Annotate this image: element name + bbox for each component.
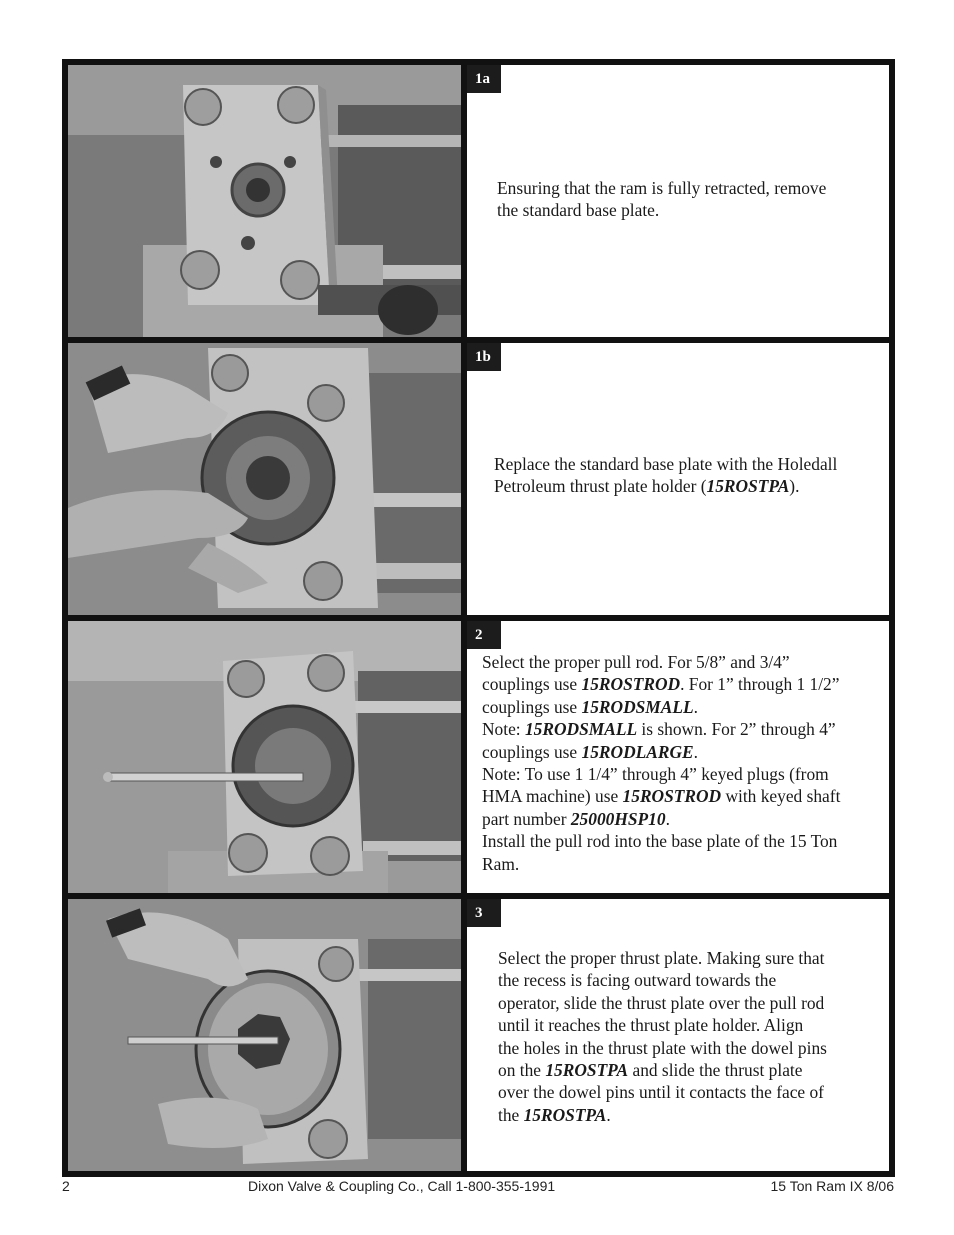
step-instructions <box>498 947 827 1126</box>
step-1b-text-panel <box>467 343 889 615</box>
thrust-plate-install-photo <box>68 899 461 1171</box>
instruction-line: Select the proper pull rod. For 5/8” and 3/4” <box>482 652 790 672</box>
instruction-line: Select the proper thrust plate. Making sure that <box>498 948 825 968</box>
instruction-line: the standard base plate. <box>497 200 660 221</box>
instruction-line: Petroleum thrust plate holder (15ROSTPA). <box>494 476 800 497</box>
ram-base-plate-photo-icon <box>68 65 461 337</box>
thrust-plate-holder-install-photo <box>68 343 461 615</box>
step-3 <box>68 899 889 1171</box>
instruction-line: Note: To use 1 1/4” through 4” keyed plugs (from <box>482 764 829 785</box>
part-number: 25000HSP10 <box>570 808 666 829</box>
instruction-line: the holes in the thrust plate with the dowel pins <box>498 1037 827 1058</box>
step-3-text-panel <box>467 899 889 1171</box>
part-number: 15ROSTPA <box>545 1060 629 1081</box>
part-number: 15ROSTROD <box>622 786 722 807</box>
instruction-line: Ram. <box>482 853 520 874</box>
part-number: 15ROSTPA <box>706 476 790 497</box>
step-1a <box>68 65 889 337</box>
instruction-line: HMA machine) use 15ROSTROD with keyed shaft <box>482 786 841 807</box>
part-number: 15ROSTPA <box>523 1104 607 1125</box>
instruction-line: the 15ROSTPA. <box>498 1104 611 1125</box>
instruction-line: Install the pull rod into the base plate of the 15 Ton <box>482 831 838 852</box>
thrust-plate-holder-photo-icon <box>68 343 461 615</box>
instruction-line: over the dowel pins until it contacts the face of <box>498 1082 824 1103</box>
step-badge: 2 <box>467 621 501 649</box>
step-1b <box>68 343 889 615</box>
instruction-line: until it reaches the thrust plate holder. Align <box>498 1015 804 1036</box>
company-contact: Dixon Valve & Coupling Co., Call 1-800-355-1991 <box>248 1178 556 1194</box>
instruction-line: Ensuring that the ram is fully retracted, remove <box>497 178 827 198</box>
part-number: 15RODLARGE <box>581 741 694 762</box>
step-badge: 1b <box>467 343 501 371</box>
part-number: 15RODSMALL <box>581 696 694 717</box>
ram-base-plate-photo <box>68 65 461 337</box>
instruction-frame <box>62 59 895 1177</box>
instruction-line: part number 25000HSP10. <box>482 808 670 829</box>
step-instructions <box>497 177 826 222</box>
instruction-line: on the 15ROSTPA and slide the thrust plate <box>498 1060 803 1081</box>
instruction-line: couplings use 15ROSTROD. For 1” through 1 1/2” <box>482 674 840 695</box>
instruction-line: couplings use 15RODLARGE. <box>482 741 698 762</box>
pull-rod-install-photo <box>68 621 461 893</box>
part-number: 15RODSMALL <box>524 719 638 740</box>
page-number: 2 <box>62 1178 70 1194</box>
thrust-plate-photo-icon <box>68 899 461 1171</box>
step-badge: 3 <box>467 899 501 927</box>
step-instructions <box>494 453 837 498</box>
document-id: 15 Ton Ram IX 8/06 <box>770 1178 894 1194</box>
instruction-line: couplings use 15RODSMALL. <box>482 696 698 717</box>
step-1a-text-panel <box>467 65 889 337</box>
instruction-line: Replace the standard base plate with the Holedall <box>494 454 838 474</box>
part-number: 15ROSTROD <box>581 674 681 695</box>
step-instructions <box>482 651 840 875</box>
instruction-line: the recess is facing outward towards the <box>498 970 777 991</box>
step-2-text-panel <box>467 621 889 893</box>
instruction-line: operator, slide the thrust plate over the pull rod <box>498 992 825 1013</box>
step-2 <box>68 621 889 893</box>
pull-rod-photo-icon <box>68 621 461 893</box>
instruction-line: Note: 15RODSMALL is shown. For 2” through 4” <box>482 719 836 740</box>
step-badge: 1a <box>467 65 501 93</box>
